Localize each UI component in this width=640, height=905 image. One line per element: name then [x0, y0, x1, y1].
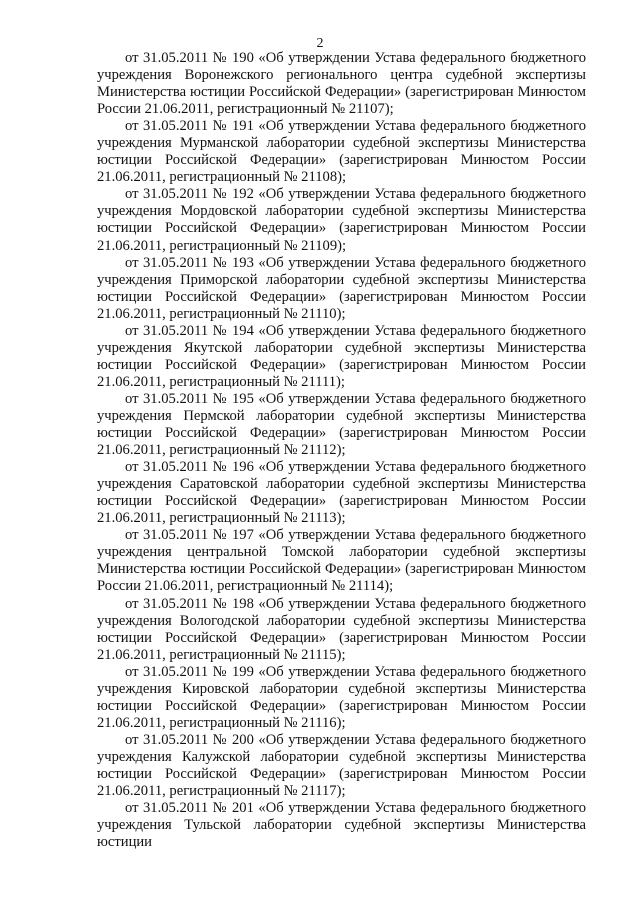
paragraph-order-192: от 31.05.2011 № 192 «Об утверждении Устава федерального бюджетного учреждения Мордовской лаборатории судебной экспертизы Министерства юстиции Российской Федерации» (зарегистрирован Минюстом России 21.06.2011, регистрационный № 21109);	[97, 186, 586, 254]
paragraph-order-198: от 31.05.2011 № 198 «Об утверждении Устава федерального бюджетного учреждения Вологодской лаборатории судебной экспертизы Министерства юстиции Российской Федерации» (зарегистрирован Минюстом России 21.06.2011, регистрационный № 21115);	[97, 595, 586, 663]
paragraph-order-190: от 31.05.2011 № 190 «Об утверждении Устава федерального бюджетного учреждения Воронежского регионального центра судебной экспертизы Министерства юстиции Российской Федерации» (зарегистрирован Минюстом России 21.06.2011, регистрационный № 21107);	[97, 50, 586, 118]
paragraph-order-196: от 31.05.2011 № 196 «Об утверждении Устава федерального бюджетного учреждения Саратовской лаборатории судебной экспертизы Министерства юстиции Российской Федерации» (зарегистрирован Минюстом России 21.06.2011, регистрационный № 21113);	[97, 459, 586, 527]
paragraph-order-199: от 31.05.2011 № 199 «Об утверждении Устава федерального бюджетного учреждения Кировской лаборатории судебной экспертизы Министерства юстиции Российской Федерации» (зарегистрирован Минюстом России 21.06.2011, регистрационный № 21116);	[97, 663, 586, 731]
paragraph-order-191: от 31.05.2011 № 191 «Об утверждении Устава федерального бюджетного учреждения Мурманской лаборатории судебной экспертизы Министерства юстиции Российской Федерации» (зарегистрирован Минюстом России 21.06.2011, регистрационный № 21108);	[97, 118, 586, 186]
paragraph-order-194: от 31.05.2011 № 194 «Об утверждении Устава федерального бюджетного учреждения Якутской лаборатории судебной экспертизы Министерства юстиции Российской Федерации» (зарегистрирован Минюстом России 21.06.2011, регистрационный № 21111);	[97, 322, 586, 390]
page-number: 2	[316, 36, 324, 51]
paragraph-order-201: от 31.05.2011 № 201 «Об утверждении Устава федерального бюджетного учреждения Тульской лаборатории судебной экспертизы Министерства юстиции	[97, 800, 586, 851]
paragraph-order-200: от 31.05.2011 № 200 «Об утверждении Устава федерального бюджетного учреждения Калужской лаборатории судебной экспертизы Министерства юстиции Российской Федерации» (зарегистрирован Минюстом России 21.06.2011, регистрационный № 21117);	[97, 731, 586, 800]
paragraph-order-193: от 31.05.2011 № 193 «Об утверждении Устава федерального бюджетного учреждения Приморской лаборатории судебной экспертизы Министерства юстиции Российской Федерации» (зарегистрирован Минюстом России 21.06.2011, регистрационный № 21110);	[97, 254, 586, 322]
paragraph-order-195: от 31.05.2011 № 195 «Об утверждении Устава федерального бюджетного учреждения Пермской лаборатории судебной экспертизы Министерства юстиции Российской Федерации» (зарегистрирован Минюстом России 21.06.2011, регистрационный № 21112);	[97, 390, 586, 459]
document-body	[97, 50, 586, 851]
paragraph-order-197: от 31.05.2011 № 197 «Об утверждении Устава федерального бюджетного учреждения центральной Томской лаборатории судебной экспертизы Министерства юстиции Российской Федерации» (зарегистрирован Минюстом России 21.06.2011, регистрационный № 21114);	[97, 527, 586, 595]
